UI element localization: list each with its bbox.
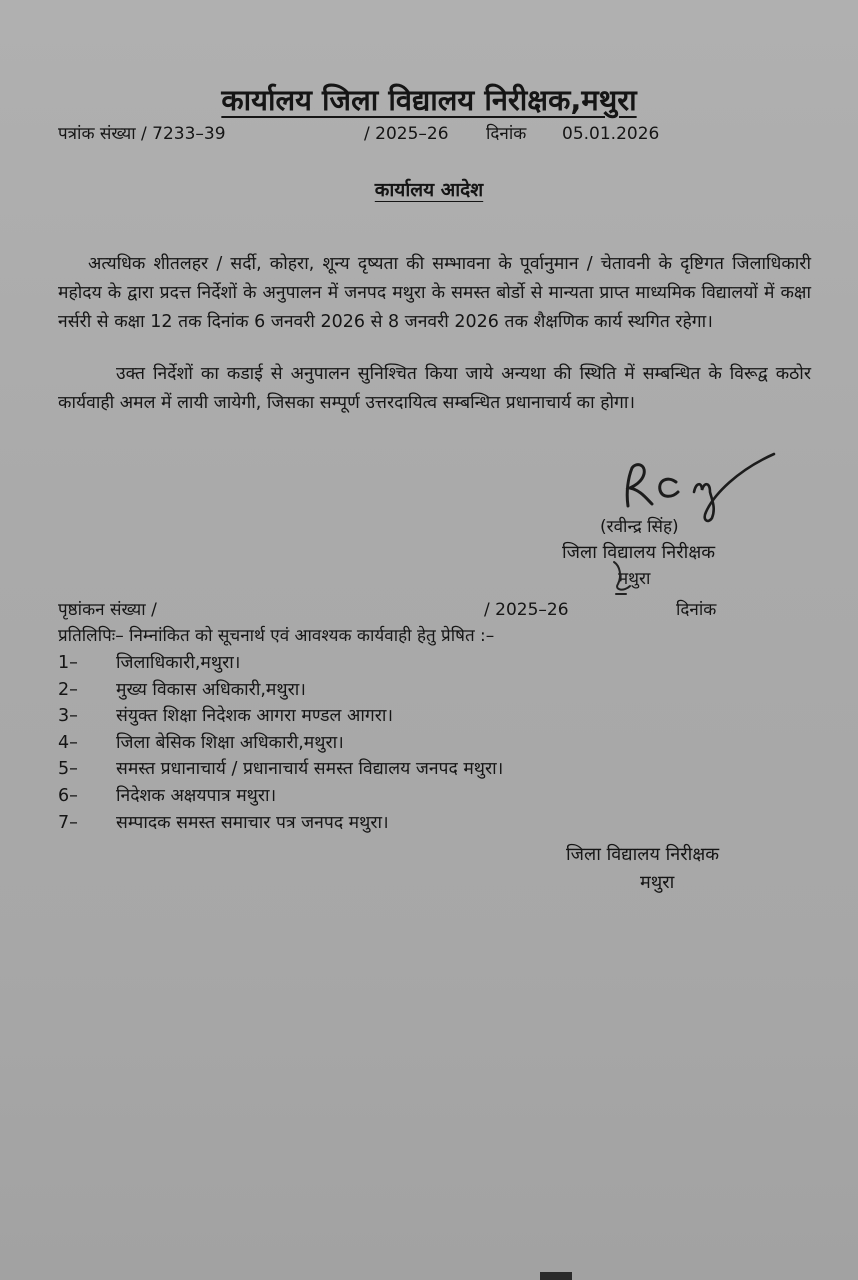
list-item (58, 783, 503, 810)
letter-date-label: दिनांक (486, 124, 527, 144)
endorsement-session: / 2025–26 (484, 600, 569, 620)
recipient-number: 6– (58, 785, 78, 806)
order-paragraph-2: उक्त निर्देशों का कडाई से अनुपालन सुनिश्चित किया जाये अन्यथा की स्थिति में सम्बन्धित के विरूद्व कठोर कार्यवाही अमल में लायी जायेगी, जिसका सम्पूर्ण उत्तरदायित्व सम्बन्धित प्रधानाचार्य का होगा। (58, 363, 811, 413)
recipient-text: मुख्य विकास अधिकारी,मथुरा। (116, 679, 306, 700)
copy-intro: प्रतिलिपिः– निम्नांकित को सूचनार्थ एवं आवश्यक कार्यवाही हेतु प्रेषित :– (58, 626, 495, 646)
signatory-place: मथुरा (618, 569, 651, 589)
list-item (58, 703, 503, 730)
recipient-list (58, 650, 503, 836)
recipient-number: 4– (58, 732, 78, 753)
order-heading: कार्यालय आदेश (374, 179, 484, 201)
list-item (58, 810, 503, 837)
signatory-name: (रवीन्द्र सिंह) (600, 517, 679, 537)
recipient-text: जिला बेसिक शिक्षा अधिकारी,मथुरा। (116, 732, 344, 753)
signatory-designation: जिला विद्यालय निरीक्षक (562, 542, 716, 563)
footer-designation: जिला विद्यालय निरीक्षक (566, 844, 720, 865)
office-title: कार्यालय जिला विद्यालय निरीक्षक,मथुरा (221, 83, 637, 117)
recipient-number: 7– (58, 812, 78, 833)
endorsement-date-label: दिनांक (676, 600, 717, 620)
letter-number: पत्रांक संख्या / 7233–39 (58, 124, 226, 144)
recipient-text: जिलाधिकारी,मथुरा। (116, 653, 241, 673)
recipient-text: समस्त प्रधानाचार्य / प्रधानाचार्य समस्त विद्यालय जनपद मथुरा। (116, 759, 504, 780)
footer-place: मथुरा (640, 872, 675, 893)
recipient-text: सम्पादक समस्त समाचार पत्र जनपद मथुरा। (116, 812, 389, 833)
recipient-number: 3– (58, 706, 78, 727)
recipient-number: 1– (58, 653, 78, 673)
list-item (58, 730, 503, 757)
letter-date-value: 05.01.2026 (562, 124, 660, 144)
scan-edge-mark (540, 1272, 572, 1280)
list-item (58, 756, 503, 783)
recipient-number: 2– (58, 679, 78, 700)
endorsement-number: पृष्ठांकन संख्या / (58, 600, 157, 620)
ink-scribble-mark (600, 556, 680, 602)
recipient-text: संयुक्त शिक्षा निदेशक आगरा मण्डल आगरा। (116, 706, 394, 727)
list-item (58, 650, 503, 677)
letter-session: / 2025–26 (364, 124, 449, 144)
list-item (58, 677, 503, 704)
recipient-text: निदेशक अक्षयपात्र मथुरा। (116, 785, 277, 806)
recipient-number: 5– (58, 759, 78, 780)
order-paragraph-1: अत्यधिक शीतलहर / सर्दी, कोहरा, शून्य दृष्यता की सम्भावना के पूर्वानुमान / चेतावनी के दृष्टिगत जिलाधिकारी महोदय के द्वारा प्रदत्त निर्देशों के अनुपालन में जनपद मथुरा के समस्त बोर्डो से मान्यता प्राप्त माध्यमिक विद्यालयों में कक्षा नर्सरी से कक्षा 12 तक दिनांक 6 जनवरी 2026 से 8 जनवरी 2026 तक शैक्षणिक कार्य स्थगित रहेगा। (58, 253, 811, 332)
